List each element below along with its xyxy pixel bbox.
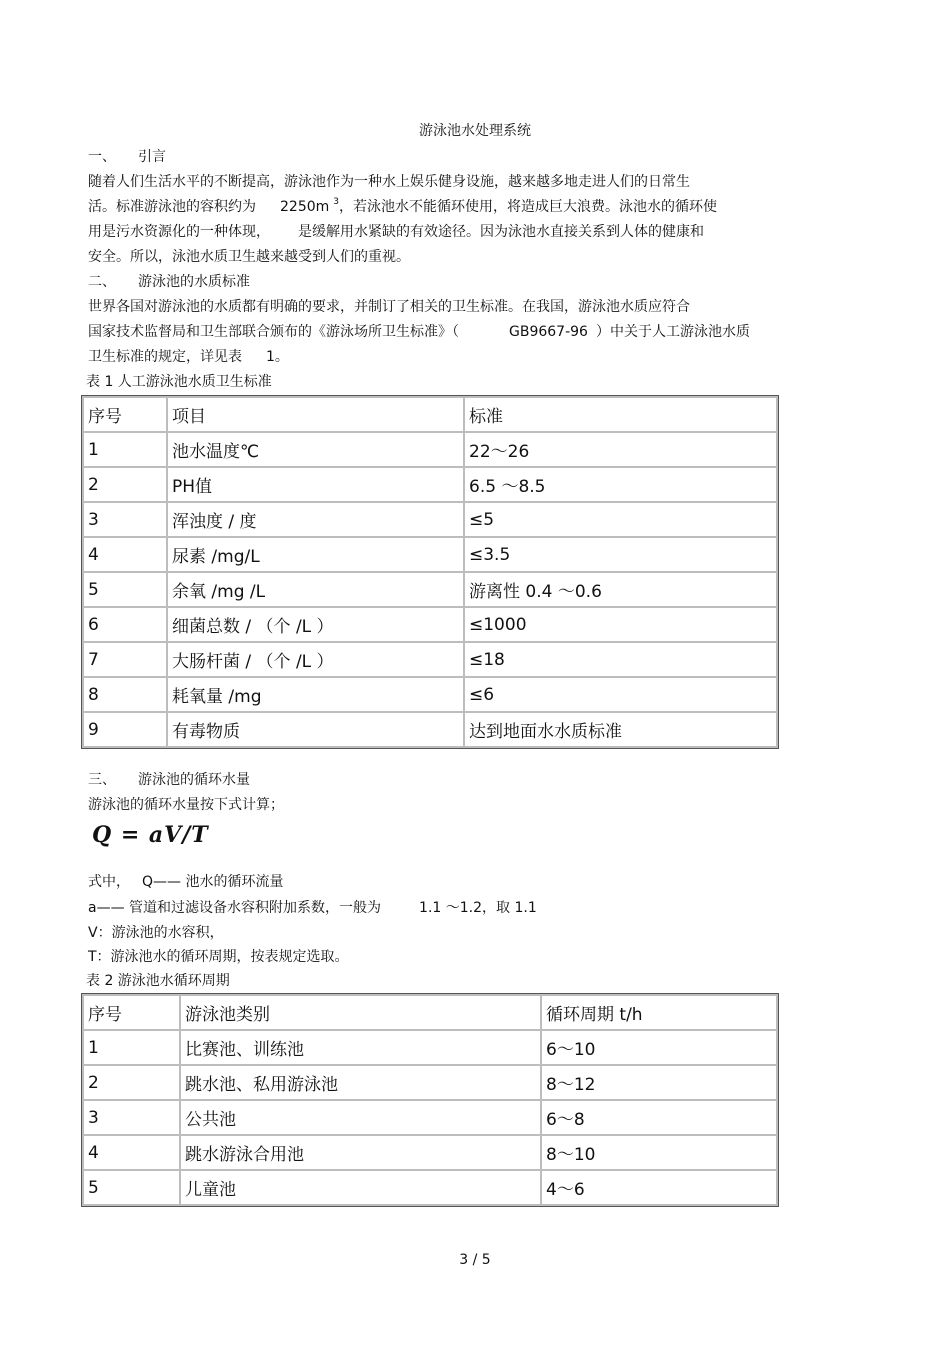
table-row <box>83 467 777 502</box>
paragraph-line: 世界各国对游泳池的水质都有明确的要求，并制订了相关的卫生标准。在我国，游泳池水质应符合 <box>88 299 690 315</box>
paragraph-line <box>88 223 704 241</box>
text-run: 卫生标准的规定，详见表 <box>88 349 242 365</box>
table-cell: 4 <box>83 537 167 572</box>
page-title: 游泳池水处理系统 <box>419 123 531 139</box>
table-header-row <box>83 995 777 1030</box>
section-number: 一、 <box>88 149 116 165</box>
table-cell: 4 <box>83 1135 180 1170</box>
table-cell: 池水温度℃ <box>167 432 464 467</box>
table-cell: 余氧 /mg /L <box>167 572 464 607</box>
table-cell: 5 <box>83 1170 180 1205</box>
section-number: 三、 <box>88 772 116 788</box>
table-row <box>83 502 777 537</box>
text-run: ）中关于人工游泳池水质 <box>595 324 750 340</box>
circulation-period-table <box>82 994 778 1206</box>
table-cell: 大肠杆菌 / （个 /L ） <box>167 642 464 677</box>
table-row <box>83 607 777 642</box>
text-run: 1.1 ～1.2，取 1.1 <box>419 900 537 916</box>
table-cell: 耗氧量 /mg <box>167 677 464 712</box>
paragraph-line: 安全。所以，泳池水质卫生越来越受到人们的重视。 <box>88 249 410 265</box>
header-cell: 标准 <box>464 397 777 432</box>
table-header-row <box>83 397 777 432</box>
text-run: 活。标准游泳池的容积约为 <box>88 199 256 215</box>
section-title: 引言 <box>138 149 166 165</box>
table-2-caption: 表 2 游泳池水循环周期 <box>86 973 230 989</box>
table-cell: ≤3.5 <box>464 537 777 572</box>
paragraph-line: 随着人们生活水平的不断提高，游泳池作为一种水上娱乐健身设施，越来越多地走进人们的日常生 <box>88 174 690 190</box>
table-row <box>83 642 777 677</box>
circulation-formula: Q = aV/T <box>92 822 209 848</box>
volume-value: 2250m <box>280 199 330 215</box>
definition-line <box>88 899 537 917</box>
superscript: 3 <box>333 197 340 207</box>
header-cell: 序号 <box>83 397 167 432</box>
table-cell: 3 <box>83 502 167 537</box>
paragraph-line <box>88 348 289 366</box>
table-row <box>83 572 777 607</box>
text-run: 是缓解用水紧缺的有效途径。因为泳池水直接关系到人体的健康和 <box>298 224 704 240</box>
table-body <box>83 995 777 1205</box>
table-row <box>83 1170 777 1205</box>
table-cell: 8 <box>83 677 167 712</box>
paragraph-line <box>88 323 750 341</box>
page-number: 3 / 5 <box>459 1252 491 1268</box>
table-body <box>83 397 777 747</box>
section-title: 游泳池的循环水量 <box>138 772 250 788</box>
table-row <box>83 1065 777 1100</box>
paragraph-line <box>88 198 717 216</box>
table-cell: 6～10 <box>541 1030 777 1065</box>
table-cell: 达到地面水水质标准 <box>464 712 777 747</box>
table-cell: 游离性 0.4 ～0.6 <box>464 572 777 607</box>
table-cell: ≤1000 <box>464 607 777 642</box>
table-row <box>83 1135 777 1170</box>
table-1-caption: 表 1 人工游泳池水质卫生标准 <box>86 374 272 390</box>
table-cell: ≤18 <box>464 642 777 677</box>
header-cell: 循环周期 t/h <box>541 995 777 1030</box>
table-cell: 尿素 /mg/L <box>167 537 464 572</box>
table-row <box>83 712 777 747</box>
table-cell: 儿童池 <box>180 1170 541 1205</box>
table-cell: 浑浊度 / 度 <box>167 502 464 537</box>
table-cell: 跳水游泳合用池 <box>180 1135 541 1170</box>
definition-line: T：游泳池水的循环周期，按表规定选取。 <box>88 949 349 965</box>
table-cell: 比赛池、训练池 <box>180 1030 541 1065</box>
text-run: 国家技术监督局和卫生部联合颁布的《游泳场所卫生标准》（ <box>88 324 459 340</box>
table-row <box>83 1030 777 1065</box>
section-2-heading <box>88 273 250 291</box>
table-cell: ≤5 <box>464 502 777 537</box>
table-cell: 公共池 <box>180 1100 541 1135</box>
table-cell: 2 <box>83 467 167 502</box>
table-cell: 22～26 <box>464 432 777 467</box>
table-cell: 细菌总数 / （个 /L ） <box>167 607 464 642</box>
table-cell: 3 <box>83 1100 180 1135</box>
text-run: a—— 管道和过滤设备水容积附加系数，一般为 <box>88 900 382 916</box>
table-row <box>83 537 777 572</box>
table-cell: 2 <box>83 1065 180 1100</box>
table-cell: 跳水池、私用游泳池 <box>180 1065 541 1100</box>
header-cell: 游泳池类别 <box>180 995 541 1030</box>
section-number: 二、 <box>88 274 116 290</box>
table-cell: 9 <box>83 712 167 747</box>
table-row <box>83 432 777 467</box>
definition-line <box>88 873 283 891</box>
water-quality-table <box>82 396 778 748</box>
text-run: Q—— 池水的循环流量 <box>142 874 284 890</box>
definition-line: V：游泳池的水容积， <box>88 925 224 941</box>
paragraph-line: 游泳池的循环水量按下式计算； <box>88 797 284 813</box>
table-cell: 1 <box>83 432 167 467</box>
table-cell: 4～6 <box>541 1170 777 1205</box>
table-cell: 7 <box>83 642 167 677</box>
standard-code: GB9667-96 <box>509 324 588 340</box>
table-cell: 6 <box>83 607 167 642</box>
text-run: 用是污水资源化的一种体现， <box>88 224 270 240</box>
text-run: ，若泳池水不能循环使用，将造成巨大浪费。泳池水的循环使 <box>339 199 718 215</box>
table-cell: 6.5 ～8.5 <box>464 467 777 502</box>
section-1-heading <box>88 148 166 166</box>
table-cell: ≤6 <box>464 677 777 712</box>
table-row <box>83 1100 777 1135</box>
table-cell: 6～8 <box>541 1100 777 1135</box>
table-cell: 8～10 <box>541 1135 777 1170</box>
text-run: 1。 <box>266 349 289 365</box>
table-cell: PH值 <box>167 467 464 502</box>
header-cell: 序号 <box>83 995 180 1030</box>
table-cell: 5 <box>83 572 167 607</box>
text-run: 式中， <box>88 874 130 890</box>
section-3-heading <box>88 771 250 789</box>
table-cell: 1 <box>83 1030 180 1065</box>
section-title: 游泳池的水质标准 <box>138 274 250 290</box>
header-cell: 项目 <box>167 397 464 432</box>
table-cell: 8～12 <box>541 1065 777 1100</box>
table-row <box>83 677 777 712</box>
table-cell: 有毒物质 <box>167 712 464 747</box>
